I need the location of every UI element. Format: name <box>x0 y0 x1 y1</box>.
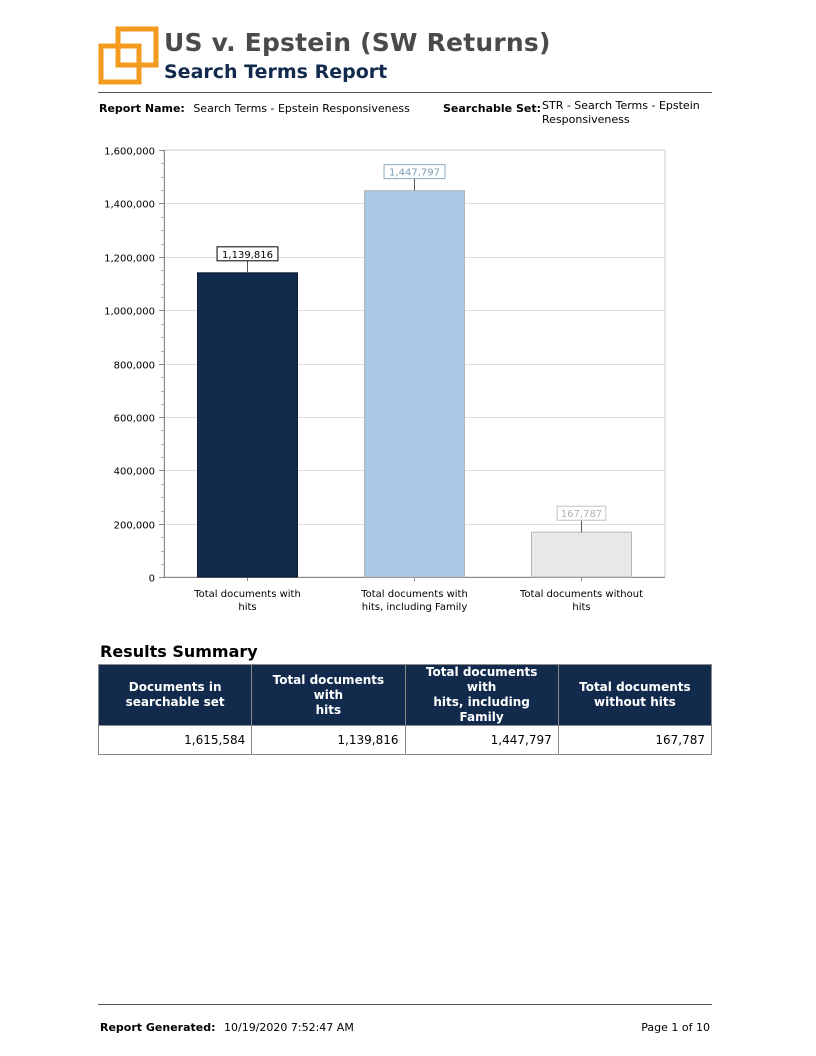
table-header-row <box>99 665 712 726</box>
searchable-set-label: Searchable Set: <box>443 102 541 115</box>
header-docs-with-hits: Total documents with hits <box>252 665 405 726</box>
report-name-label: Report Name: <box>99 102 185 115</box>
y-tick-label: 400,000 <box>113 466 155 478</box>
report-logo <box>98 26 160 86</box>
searchable-set-value <box>542 99 700 127</box>
report-name-field <box>99 102 410 115</box>
value-label: 167,787 <box>560 509 603 521</box>
x-tick-label: hits <box>572 602 591 613</box>
cell-docs-with-hits: 1,139,816 <box>252 726 405 755</box>
header-divider <box>98 92 712 93</box>
footer-divider <box>98 1004 712 1005</box>
searchable-set-value-line2: Responsiveness <box>542 113 630 126</box>
x-tick-label: Total documents with <box>361 589 468 600</box>
y-tick-label: 1,000,000 <box>104 306 155 318</box>
x-tick-label: hits, including Family <box>361 602 468 613</box>
bar-chart <box>90 138 680 628</box>
y-tick-label: 600,000 <box>113 413 155 425</box>
bar <box>365 191 465 577</box>
results-summary-table <box>98 664 712 755</box>
y-tick-label: 1,200,000 <box>104 253 155 265</box>
y-tick-label: 0 <box>148 573 155 585</box>
value-label: 1,447,797 <box>389 167 440 179</box>
y-tick-label: 200,000 <box>113 520 155 532</box>
header-docs-with-hits-family: Total documents with hits, including Family <box>405 665 558 726</box>
x-tick-label: Total documents without <box>520 589 643 600</box>
x-tick-label: hits <box>238 602 257 613</box>
report-name-value: Search Terms - Epstein Responsiveness <box>193 102 410 115</box>
cell-docs-with-hits-family: 1,447,797 <box>405 726 558 755</box>
y-tick-label: 1,400,000 <box>104 199 155 211</box>
report-subtitle: Search Terms Report <box>164 61 388 83</box>
results-summary-title: Results Summary <box>100 642 258 661</box>
bar <box>198 273 298 577</box>
header-documents-in-set: Documents in searchable set <box>99 665 252 726</box>
table-row <box>99 726 712 755</box>
cell-documents-in-set: 1,615,584 <box>99 726 252 755</box>
y-tick-label: 800,000 <box>113 360 155 372</box>
y-tick-label: 1,600,000 <box>104 146 155 158</box>
report-generated-value: 10/19/2020 7:52:47 AM <box>224 1021 354 1034</box>
report-generated-label: Report Generated: <box>100 1021 216 1034</box>
value-label: 1,139,816 <box>222 249 273 261</box>
cell-docs-without-hits: 167,787 <box>558 726 711 755</box>
bar <box>532 532 632 577</box>
x-tick-label: Total documents with <box>194 589 301 600</box>
header-docs-without-hits: Total documents without hits <box>558 665 711 726</box>
searchable-set-value-line1: STR - Search Terms - Epstein <box>542 99 700 112</box>
report-generated <box>100 1021 354 1034</box>
report-title: US v. Epstein (SW Returns) <box>164 28 551 57</box>
page-number: Page 1 of 10 <box>641 1021 710 1034</box>
